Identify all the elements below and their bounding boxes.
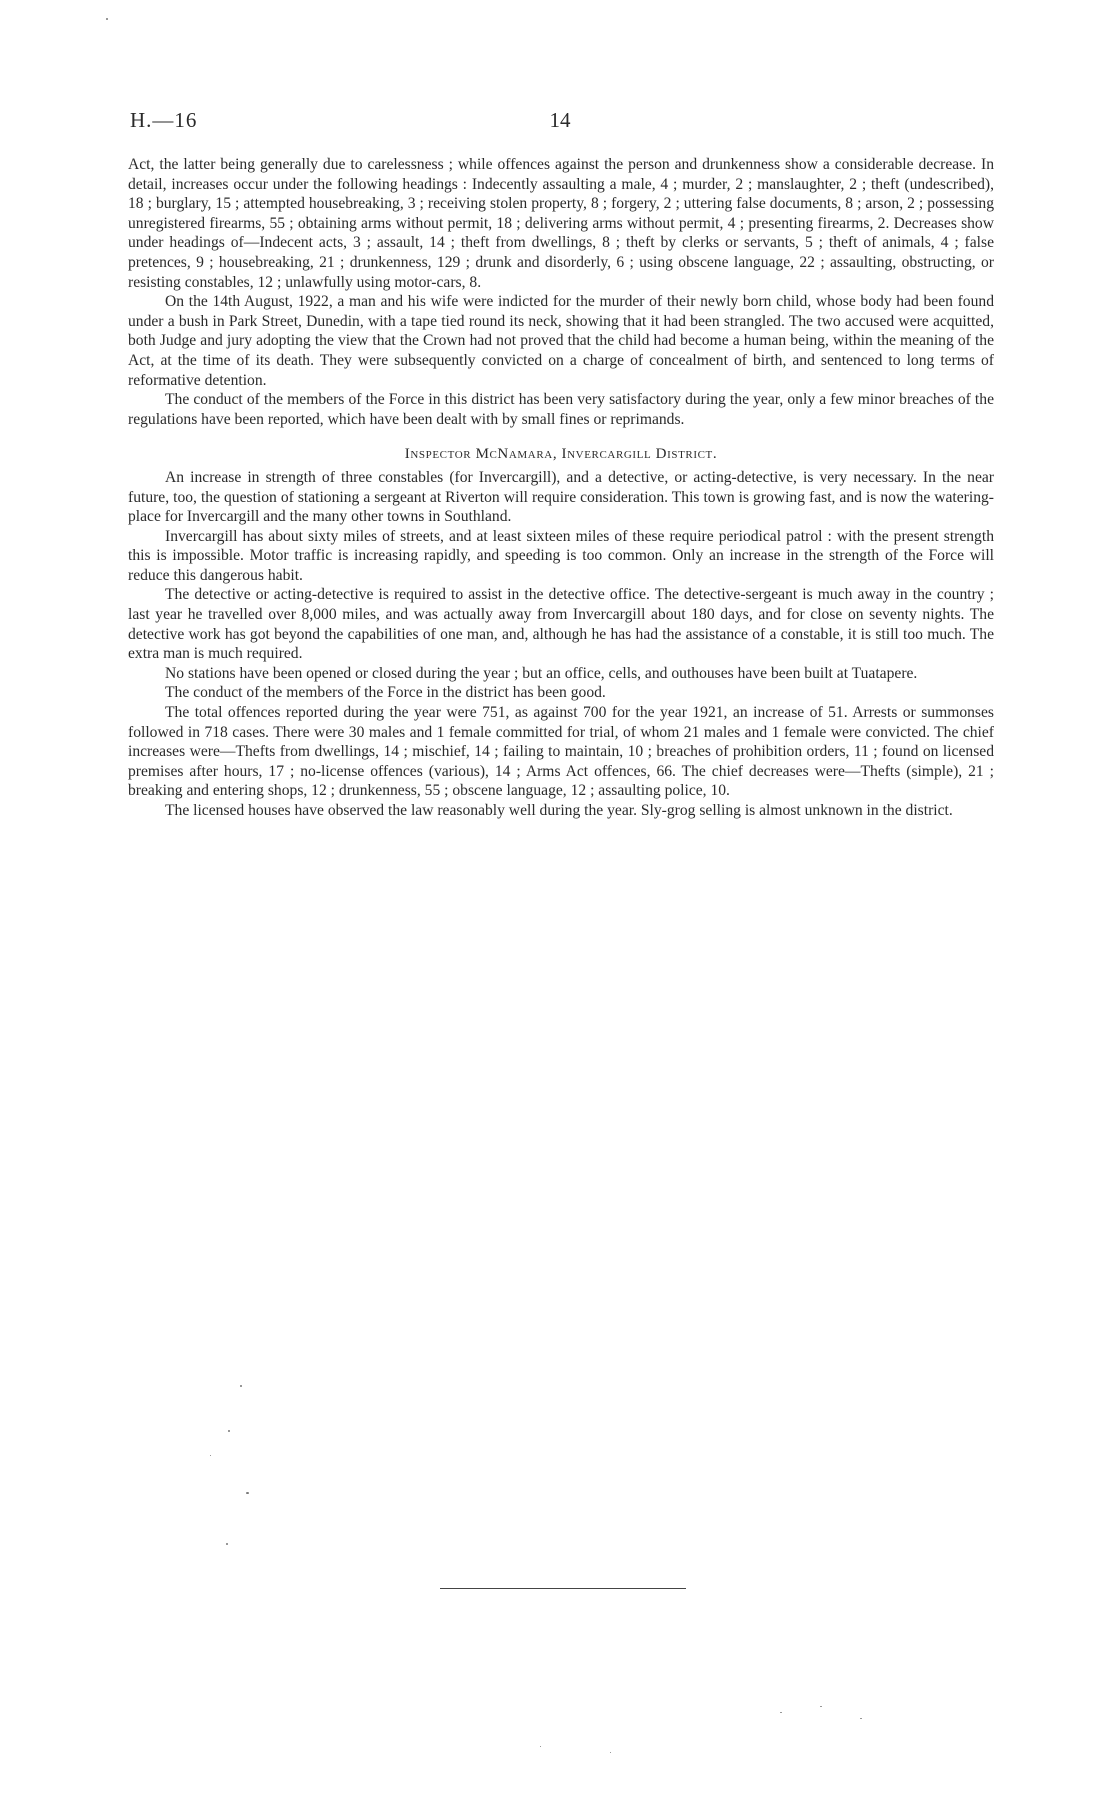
paragraph-streets: Invercargill has about sixty miles of streets, and at least sixteen miles of these require periodical patrol : with the present strength this is impossible. Motor traffic is increasing rapidly, and speeding is too common. Only an increase in the strength of the Force will reduce this dangerous habit.	[128, 527, 994, 584]
paragraph-continuation: Act, the latter being generally due to carelessness ; while offences against the person and drunkenness show a considerable decrease. In detail, increases occur under the following headings : Indecently assaulting a male, 4 ; murder, 2 ; manslaughter, 2 ; theft (undescribed), 18 ; burglary, 15 ; attempted housebreaking, 3 ; receiving stolen property, 8 ; forgery, 2 ; uttering false documents, 8 ; arson, 2 ; possessing unregistered firearms, 55 ; obtaining arms without permit, 18 ; delivering arms without permit, 4 ; presenting firearms, 2. Decreases show under headings of—Indecent acts, 3 ; assault, 14 ; theft from dwellings, 8 ; theft by clerks or servants, 5 ; theft of animals, 4 ; false pretences, 9 ; housebreaking, 21 ; drunkenness, 129 ; drunk and disorderly, 6 ; using obscene language, 22 ; assaulting, obstructing, or resisting constables, 12 ; unlawfully using motor-cars, 8.	[128, 156, 994, 291]
body-text	[128, 155, 994, 821]
scan-speck	[820, 1706, 822, 1707]
paragraph-dunedin-case: On the 14th August, 1922, a man and his wife were indicted for the murder of their newly born child, whose body had been found under a bush in Park Street, Dunedin, with a tape tied round its neck, showing that it had been strangled. The two accused were acquitted, both Judge and jury adopting the view that the Crown had not proved that the child had become a human being, within the meaning of the Act, at the time of its death. They were subsequently convicted on a charge of concealment of birth, and sentenced to long terms of reformative detention.	[128, 293, 994, 389]
scan-speck	[228, 1430, 230, 1432]
paragraph-detective: The detective or acting-detective is required to assist in the detective office. The detective-sergeant is much away in the country ; last year he travelled over 8,000 miles, and was actually away from Invercargill about 180 days, and for close on seventy nights. The detective work has got beyond the capabilities of one man, and, although he has had the assistance of a constable, it is still too much. The extra man is much required.	[128, 586, 994, 663]
scan-speck	[226, 1543, 228, 1545]
paragraph-conduct: The conduct of the members of the Force in this district has been very satisfactory during the year, only a few minor breaches of the regulations have been reported, which have been dealt with by small fines or reprimands.	[128, 391, 994, 428]
document-reference: H.—16	[130, 108, 198, 132]
scan-speck	[240, 1385, 242, 1387]
paragraph-offences: The total offences reported during the year were 751, as against 700 for the year 1921, an increase of 51. Arrests or summonses followed in 718 cases. There were 30 males and 1 female committed for trial, of whom 21 males and 1 female were convicted. The chief increases were—Thefts from dwellings, 14 ; mischief, 14 ; failing to maintain, 10 ; breaches of prohibition orders, 11 ; found on licensed premises after hours, 17 ; no-license offences (various), 14 ; Arms Act offences, 66. The chief decreases were—Thefts (simple), 21 ; breaking and entering shops, 12 ; drunkenness, 55 ; obscene language, 12 ; assaulting police, 10.	[128, 704, 994, 800]
scan-speck	[210, 1455, 211, 1456]
paragraph-strength: An increase in strength of three constables (for Invercargill), and a detective, or acting-detective, is very necessary. In the near future, too, the question of stationing a sergeant at Riverton will require consideration. This town is growing fast, and is now the watering-place for Invercargill and the many other towns in Southland.	[128, 468, 994, 526]
page-number: 14	[549, 108, 571, 132]
scan-speck	[610, 1752, 611, 1753]
paragraph-stations: No stations have been opened or closed during the year ; but an office, cells, and outhouses have been built at Tuatapere.	[165, 664, 918, 682]
scan-speck	[860, 1718, 862, 1719]
paragraph-licensed-houses: The licensed houses have observed the law reasonably well during the year. Sly-grog selling is almost unknown in the district.	[165, 802, 953, 819]
scan-speck	[246, 1492, 249, 1494]
scan-speck	[780, 1712, 782, 1713]
paragraph-district-conduct: The conduct of the members of the Force in the district has been good.	[165, 684, 606, 702]
section-heading: Inspector McNamara, Invercargill District.	[404, 446, 718, 463]
scan-speck	[540, 1746, 541, 1747]
page-header	[130, 108, 990, 138]
scan-speck	[106, 18, 108, 20]
closing-rule	[440, 1588, 686, 1589]
